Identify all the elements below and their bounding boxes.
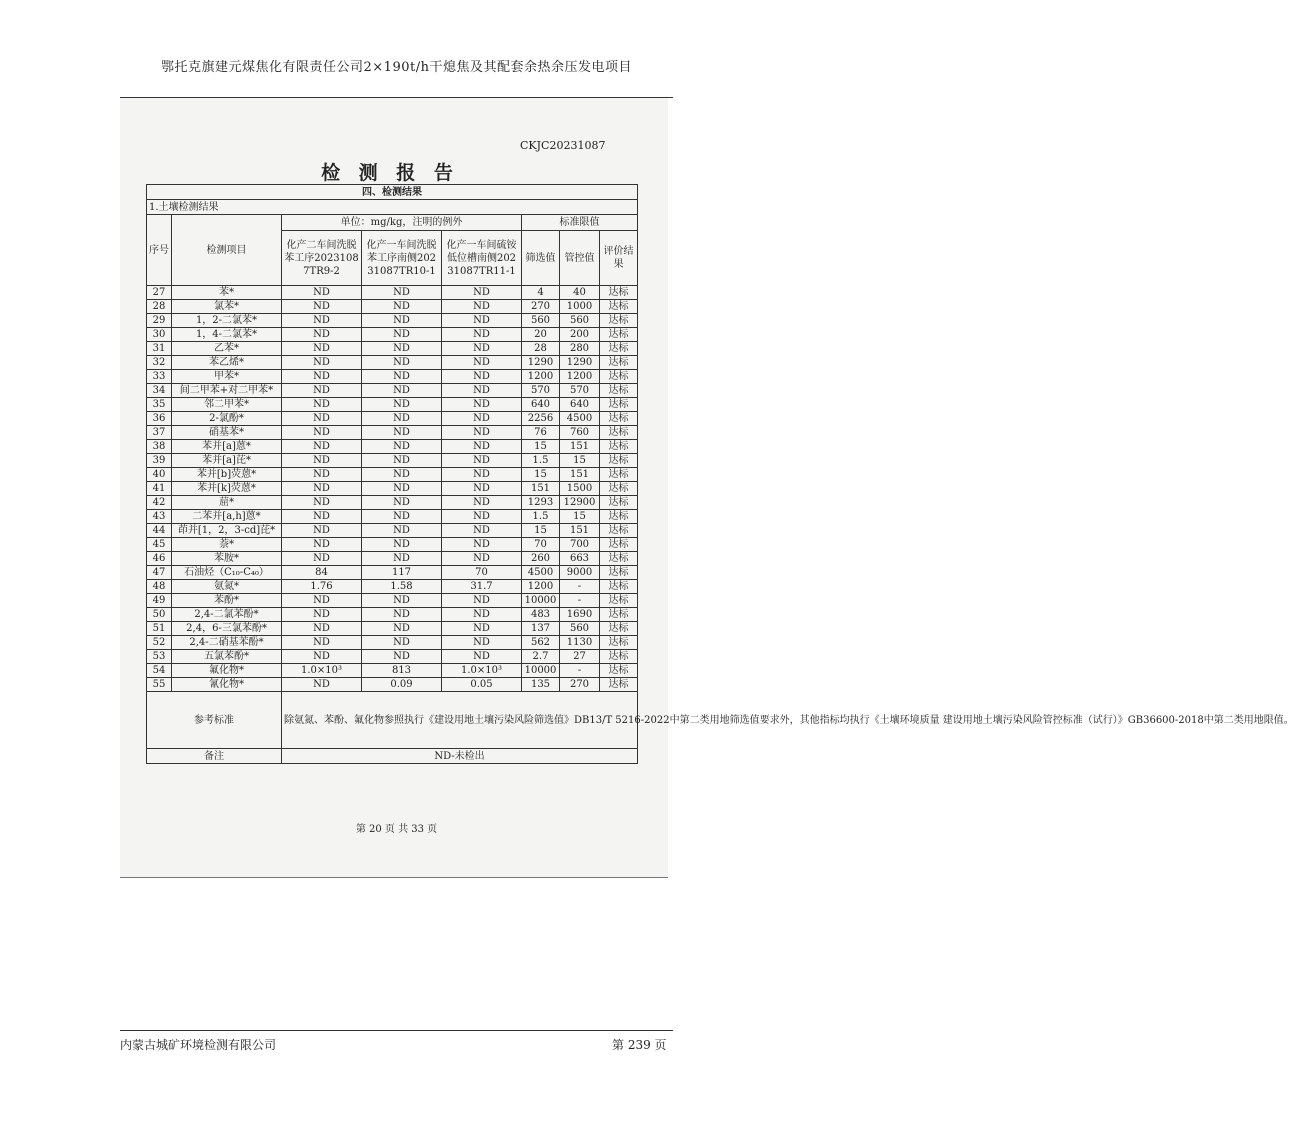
cell-site1: ND bbox=[282, 538, 362, 552]
cell-seq: 27 bbox=[147, 286, 172, 300]
cell-control: - bbox=[560, 594, 600, 608]
cell-control: 15 bbox=[560, 510, 600, 524]
cell-site3: ND bbox=[442, 342, 522, 356]
cell-eval: 达标 bbox=[600, 412, 638, 426]
cell-site1: ND bbox=[282, 314, 362, 328]
cell-item: 苯并[a]蒽* bbox=[172, 440, 282, 454]
cell-site2: 0.09 bbox=[362, 678, 442, 692]
table-row bbox=[147, 398, 638, 412]
cell-site3: ND bbox=[442, 552, 522, 566]
cell-control: 700 bbox=[560, 538, 600, 552]
cell-site3: ND bbox=[442, 622, 522, 636]
cell-seq: 53 bbox=[147, 650, 172, 664]
cell-seq: 43 bbox=[147, 510, 172, 524]
cell-control: 1690 bbox=[560, 608, 600, 622]
cell-screen: 135 bbox=[522, 678, 560, 692]
cell-item: 苯并[b]荧蒽* bbox=[172, 468, 282, 482]
cell-seq: 51 bbox=[147, 622, 172, 636]
col-header-screen: 筛选值 bbox=[522, 231, 560, 286]
cell-control: 1200 bbox=[560, 370, 600, 384]
cell-site3: ND bbox=[442, 538, 522, 552]
cell-site1: ND bbox=[282, 440, 362, 454]
cell-site2: ND bbox=[362, 370, 442, 384]
cell-site2: ND bbox=[362, 608, 442, 622]
cell-site1: ND bbox=[282, 524, 362, 538]
cell-screen: 1200 bbox=[522, 370, 560, 384]
cell-site1: ND bbox=[282, 636, 362, 650]
cell-site1: ND bbox=[282, 398, 362, 412]
document-header: 鄂托克旗建元煤焦化有限责任公司2×190t/h干熄焦及其配套余热余压发电项目 bbox=[161, 60, 632, 75]
cell-eval: 达标 bbox=[600, 300, 638, 314]
cell-screen: 560 bbox=[522, 314, 560, 328]
cell-site2: 1.58 bbox=[362, 580, 442, 594]
cell-site1: ND bbox=[282, 552, 362, 566]
cell-item: 2,4，6-三氯苯酚* bbox=[172, 622, 282, 636]
cell-control: 4500 bbox=[560, 412, 600, 426]
cell-site2: ND bbox=[362, 482, 442, 496]
cell-site1: ND bbox=[282, 468, 362, 482]
cell-item: 苯* bbox=[172, 286, 282, 300]
cell-screen: 137 bbox=[522, 622, 560, 636]
cell-item: 1，2-二氯苯* bbox=[172, 314, 282, 328]
report-code: CKJC20231087 bbox=[520, 139, 606, 152]
table-row bbox=[147, 356, 638, 370]
cell-control: 40 bbox=[560, 286, 600, 300]
col-header-control: 管控值 bbox=[560, 231, 600, 286]
cell-screen: 562 bbox=[522, 636, 560, 650]
cell-screen: 4 bbox=[522, 286, 560, 300]
reference-label: 参考标准 bbox=[147, 692, 282, 749]
cell-site3: ND bbox=[442, 300, 522, 314]
cell-screen: 15 bbox=[522, 524, 560, 538]
cell-site3: 1.0×10³ bbox=[442, 664, 522, 678]
cell-eval: 达标 bbox=[600, 664, 638, 678]
cell-site1: ND bbox=[282, 482, 362, 496]
cell-item: 萘* bbox=[172, 538, 282, 552]
cell-site3: ND bbox=[442, 426, 522, 440]
cell-seq: 30 bbox=[147, 328, 172, 342]
cell-eval: 达标 bbox=[600, 468, 638, 482]
cell-seq: 46 bbox=[147, 552, 172, 566]
cell-eval: 达标 bbox=[600, 440, 638, 454]
table-row bbox=[147, 468, 638, 482]
table-row bbox=[147, 538, 638, 552]
cell-control: - bbox=[560, 664, 600, 678]
cell-seq: 36 bbox=[147, 412, 172, 426]
cell-screen: 640 bbox=[522, 398, 560, 412]
cell-eval: 达标 bbox=[600, 496, 638, 510]
cell-site2: 813 bbox=[362, 664, 442, 678]
cell-site2: ND bbox=[362, 552, 442, 566]
cell-eval: 达标 bbox=[600, 524, 638, 538]
cell-seq: 35 bbox=[147, 398, 172, 412]
table-row bbox=[147, 300, 638, 314]
section-title: 四、检测结果 bbox=[147, 185, 638, 200]
cell-control: 15 bbox=[560, 454, 600, 468]
reference-standard-text: 除氨氮、苯酚、氟化物参照执行《建设用地土壤污染风险筛选值》DB13/T 5216-2022中第二类用地筛选值要求外，其他指标均执行《土壤环境质量 建设用地土壤污染风险管控标准（试行）》GB36600-2018中第二类用地限值。 bbox=[282, 692, 638, 749]
cell-seq: 32 bbox=[147, 356, 172, 370]
cell-site3: ND bbox=[442, 398, 522, 412]
cell-seq: 45 bbox=[147, 538, 172, 552]
cell-screen: 270 bbox=[522, 300, 560, 314]
cell-eval: 达标 bbox=[600, 286, 638, 300]
cell-site1: ND bbox=[282, 510, 362, 524]
cell-control: 570 bbox=[560, 384, 600, 398]
subsection-title: 1.土壤检测结果 bbox=[147, 200, 638, 215]
table-row bbox=[147, 524, 638, 538]
cell-control: 270 bbox=[560, 678, 600, 692]
cell-control: 1000 bbox=[560, 300, 600, 314]
cell-site1: 84 bbox=[282, 566, 362, 580]
footer-divider bbox=[120, 1030, 673, 1031]
cell-site2: ND bbox=[362, 524, 442, 538]
cell-site2: ND bbox=[362, 538, 442, 552]
cell-item: 硝基苯* bbox=[172, 426, 282, 440]
cell-site2: ND bbox=[362, 314, 442, 328]
cell-site2: ND bbox=[362, 636, 442, 650]
cell-seq: 37 bbox=[147, 426, 172, 440]
cell-control: 560 bbox=[560, 314, 600, 328]
inner-page-indicator: 第 20 页 共 33 页 bbox=[355, 824, 438, 835]
table-row bbox=[147, 426, 638, 440]
cell-site3: ND bbox=[442, 608, 522, 622]
cell-control: - bbox=[560, 580, 600, 594]
cell-site3: 70 bbox=[442, 566, 522, 580]
cell-seq: 34 bbox=[147, 384, 172, 398]
cell-control: 12900 bbox=[560, 496, 600, 510]
cell-control: 1500 bbox=[560, 482, 600, 496]
cell-eval: 达标 bbox=[600, 650, 638, 664]
cell-site3: ND bbox=[442, 384, 522, 398]
cell-site2: ND bbox=[362, 622, 442, 636]
cell-control: 151 bbox=[560, 440, 600, 454]
scan-bottom-edge bbox=[120, 877, 668, 878]
cell-control: 151 bbox=[560, 468, 600, 482]
cell-screen: 2.7 bbox=[522, 650, 560, 664]
cell-control: 560 bbox=[560, 622, 600, 636]
table-row bbox=[147, 342, 638, 356]
cell-site3: ND bbox=[442, 524, 522, 538]
cell-site1: ND bbox=[282, 300, 362, 314]
cell-eval: 达标 bbox=[600, 454, 638, 468]
cell-item: 邻二甲苯* bbox=[172, 398, 282, 412]
cell-screen: 15 bbox=[522, 468, 560, 482]
table-row bbox=[147, 496, 638, 510]
cell-item: 茚并[1，2，3-cd]芘* bbox=[172, 524, 282, 538]
cell-site1: ND bbox=[282, 594, 362, 608]
cell-item: 氯苯* bbox=[172, 300, 282, 314]
cell-eval: 达标 bbox=[600, 342, 638, 356]
unit-note: 单位：mg/kg，注明的例外 bbox=[282, 215, 522, 231]
cell-control: 640 bbox=[560, 398, 600, 412]
cell-item: 乙苯* bbox=[172, 342, 282, 356]
cell-screen: 10000 bbox=[522, 664, 560, 678]
col-header-site1: 化产二车间洗脱苯工序20231087TR9-2 bbox=[282, 231, 362, 286]
cell-screen: 10000 bbox=[522, 594, 560, 608]
cell-site1: ND bbox=[282, 650, 362, 664]
cell-item: 2,4-二硝基苯酚* bbox=[172, 636, 282, 650]
table-row bbox=[147, 328, 638, 342]
col-header-item: 检测项目 bbox=[172, 215, 282, 286]
cell-site2: ND bbox=[362, 398, 442, 412]
cell-seq: 38 bbox=[147, 440, 172, 454]
cell-item: 䓛* bbox=[172, 496, 282, 510]
cell-seq: 55 bbox=[147, 678, 172, 692]
cell-site1: ND bbox=[282, 342, 362, 356]
cell-site2: ND bbox=[362, 440, 442, 454]
cell-item: 石油烃（C₁₀-C₄₀） bbox=[172, 566, 282, 580]
cell-item: 1，4-二氯苯* bbox=[172, 328, 282, 342]
cell-site3: ND bbox=[442, 328, 522, 342]
cell-screen: 260 bbox=[522, 552, 560, 566]
table-row bbox=[147, 650, 638, 664]
cell-site1: ND bbox=[282, 678, 362, 692]
cell-eval: 达标 bbox=[600, 636, 638, 650]
cell-screen: 570 bbox=[522, 384, 560, 398]
cell-screen: 483 bbox=[522, 608, 560, 622]
cell-eval: 达标 bbox=[600, 356, 638, 370]
cell-seq: 31 bbox=[147, 342, 172, 356]
cell-control: 9000 bbox=[560, 566, 600, 580]
cell-site2: ND bbox=[362, 426, 442, 440]
cell-site2: ND bbox=[362, 468, 442, 482]
cell-site1: ND bbox=[282, 454, 362, 468]
cell-site2: 117 bbox=[362, 566, 442, 580]
cell-site1: ND bbox=[282, 328, 362, 342]
cell-eval: 达标 bbox=[600, 566, 638, 580]
cell-site3: ND bbox=[442, 356, 522, 370]
cell-site3: 31.7 bbox=[442, 580, 522, 594]
cell-site2: ND bbox=[362, 356, 442, 370]
col-header-seq: 序号 bbox=[147, 215, 172, 286]
cell-item: 五氯苯酚* bbox=[172, 650, 282, 664]
cell-seq: 42 bbox=[147, 496, 172, 510]
cell-site1: ND bbox=[282, 412, 362, 426]
cell-site3: ND bbox=[442, 370, 522, 384]
table-row bbox=[147, 608, 638, 622]
cell-site1: ND bbox=[282, 286, 362, 300]
cell-item: 氨氮* bbox=[172, 580, 282, 594]
cell-site3: ND bbox=[442, 496, 522, 510]
cell-site1: ND bbox=[282, 622, 362, 636]
report-title: 检 测 报 告 bbox=[321, 162, 459, 184]
cell-control: 663 bbox=[560, 552, 600, 566]
col-header-eval: 评价结果 bbox=[600, 231, 638, 286]
cell-screen: 76 bbox=[522, 426, 560, 440]
cell-site3: ND bbox=[442, 594, 522, 608]
cell-seq: 44 bbox=[147, 524, 172, 538]
cell-seq: 50 bbox=[147, 608, 172, 622]
cell-seq: 29 bbox=[147, 314, 172, 328]
cell-seq: 40 bbox=[147, 468, 172, 482]
table-row bbox=[147, 314, 638, 328]
cell-seq: 48 bbox=[147, 580, 172, 594]
cell-eval: 达标 bbox=[600, 580, 638, 594]
cell-site1: 1.76 bbox=[282, 580, 362, 594]
remark-label: 备注 bbox=[147, 749, 282, 764]
cell-eval: 达标 bbox=[600, 510, 638, 524]
cell-control: 1130 bbox=[560, 636, 600, 650]
cell-site2: ND bbox=[362, 650, 442, 664]
cell-item: 2-氯酚* bbox=[172, 412, 282, 426]
cell-item: 苯酚* bbox=[172, 594, 282, 608]
cell-site1: ND bbox=[282, 370, 362, 384]
cell-screen: 1.5 bbox=[522, 454, 560, 468]
cell-site3: ND bbox=[442, 650, 522, 664]
cell-eval: 达标 bbox=[600, 678, 638, 692]
table-row bbox=[147, 594, 638, 608]
cell-seq: 47 bbox=[147, 566, 172, 580]
cell-seq: 49 bbox=[147, 594, 172, 608]
cell-site3: ND bbox=[442, 454, 522, 468]
cell-site3: ND bbox=[442, 440, 522, 454]
table-row bbox=[147, 622, 638, 636]
cell-eval: 达标 bbox=[600, 426, 638, 440]
cell-item: 苯乙烯* bbox=[172, 356, 282, 370]
cell-eval: 达标 bbox=[600, 552, 638, 566]
cell-control: 760 bbox=[560, 426, 600, 440]
soil-results-table bbox=[146, 184, 1294, 764]
cell-site2: ND bbox=[362, 286, 442, 300]
footer-company: 内蒙古城矿环境检测有限公司 bbox=[120, 1038, 277, 1052]
cell-item: 苯并[k]荧蒽* bbox=[172, 482, 282, 496]
cell-eval: 达标 bbox=[600, 314, 638, 328]
cell-site2: ND bbox=[362, 412, 442, 426]
cell-control: 151 bbox=[560, 524, 600, 538]
cell-site2: ND bbox=[362, 300, 442, 314]
cell-control: 27 bbox=[560, 650, 600, 664]
table-row bbox=[147, 440, 638, 454]
cell-eval: 达标 bbox=[600, 538, 638, 552]
table-row bbox=[147, 636, 638, 650]
cell-control: 1290 bbox=[560, 356, 600, 370]
cell-eval: 达标 bbox=[600, 594, 638, 608]
cell-screen: 70 bbox=[522, 538, 560, 552]
table-row bbox=[147, 664, 638, 678]
cell-item: 苯并[a]芘* bbox=[172, 454, 282, 468]
cell-screen: 4500 bbox=[522, 566, 560, 580]
cell-control: 200 bbox=[560, 328, 600, 342]
table-row bbox=[147, 286, 638, 300]
remark-text: ND-未检出 bbox=[282, 749, 638, 764]
cell-control: 280 bbox=[560, 342, 600, 356]
cell-site3: 0.05 bbox=[442, 678, 522, 692]
table-row bbox=[147, 370, 638, 384]
cell-eval: 达标 bbox=[600, 328, 638, 342]
standard-header: 标准限值 bbox=[522, 215, 638, 231]
cell-site1: 1.0×10³ bbox=[282, 664, 362, 678]
footer-page-number: 第 239 页 bbox=[612, 1038, 667, 1052]
cell-screen: 1293 bbox=[522, 496, 560, 510]
cell-site2: ND bbox=[362, 342, 442, 356]
cell-screen: 2256 bbox=[522, 412, 560, 426]
col-header-site2: 化产一车间洗脱苯工序南侧20231087TR10-1 bbox=[362, 231, 442, 286]
col-header-site3: 化产一车间硫铵低位槽南侧20231087TR11-1 bbox=[442, 231, 522, 286]
cell-seq: 33 bbox=[147, 370, 172, 384]
cell-item: 2,4-二氯苯酚* bbox=[172, 608, 282, 622]
cell-site2: ND bbox=[362, 594, 442, 608]
cell-seq: 41 bbox=[147, 482, 172, 496]
cell-site3: ND bbox=[442, 314, 522, 328]
cell-screen: 1200 bbox=[522, 580, 560, 594]
cell-seq: 52 bbox=[147, 636, 172, 650]
cell-site1: ND bbox=[282, 496, 362, 510]
table-row bbox=[147, 510, 638, 524]
cell-screen: 1290 bbox=[522, 356, 560, 370]
cell-screen: 1.5 bbox=[522, 510, 560, 524]
cell-eval: 达标 bbox=[600, 622, 638, 636]
cell-screen: 151 bbox=[522, 482, 560, 496]
cell-screen: 15 bbox=[522, 440, 560, 454]
cell-screen: 28 bbox=[522, 342, 560, 356]
cell-seq: 28 bbox=[147, 300, 172, 314]
cell-eval: 达标 bbox=[600, 608, 638, 622]
table-row bbox=[147, 678, 638, 692]
table-row bbox=[147, 580, 638, 594]
data-rows bbox=[147, 286, 638, 692]
cell-seq: 54 bbox=[147, 664, 172, 678]
cell-item: 甲苯* bbox=[172, 370, 282, 384]
table-row bbox=[147, 384, 638, 398]
cell-site2: ND bbox=[362, 510, 442, 524]
cell-site3: ND bbox=[442, 482, 522, 496]
cell-site3: ND bbox=[442, 412, 522, 426]
table-row bbox=[147, 454, 638, 468]
table-row bbox=[147, 482, 638, 496]
cell-item: 二苯并[a,h]蒽* bbox=[172, 510, 282, 524]
cell-site2: ND bbox=[362, 496, 442, 510]
cell-site1: ND bbox=[282, 356, 362, 370]
cell-site2: ND bbox=[362, 384, 442, 398]
cell-eval: 达标 bbox=[600, 482, 638, 496]
table-row bbox=[147, 412, 638, 426]
cell-site1: ND bbox=[282, 426, 362, 440]
cell-eval: 达标 bbox=[600, 370, 638, 384]
cell-item: 氰化物* bbox=[172, 678, 282, 692]
table-row bbox=[147, 552, 638, 566]
cell-screen: 20 bbox=[522, 328, 560, 342]
cell-eval: 达标 bbox=[600, 398, 638, 412]
cell-site1: ND bbox=[282, 384, 362, 398]
cell-site3: ND bbox=[442, 636, 522, 650]
cell-site3: ND bbox=[442, 468, 522, 482]
cell-item: 间二甲苯+对二甲苯* bbox=[172, 384, 282, 398]
table-row bbox=[147, 566, 638, 580]
cell-site3: ND bbox=[442, 510, 522, 524]
cell-site2: ND bbox=[362, 454, 442, 468]
cell-seq: 39 bbox=[147, 454, 172, 468]
cell-item: 氟化物* bbox=[172, 664, 282, 678]
cell-site2: ND bbox=[362, 328, 442, 342]
cell-eval: 达标 bbox=[600, 384, 638, 398]
cell-site3: ND bbox=[442, 286, 522, 300]
cell-site1: ND bbox=[282, 608, 362, 622]
cell-item: 苯胺* bbox=[172, 552, 282, 566]
